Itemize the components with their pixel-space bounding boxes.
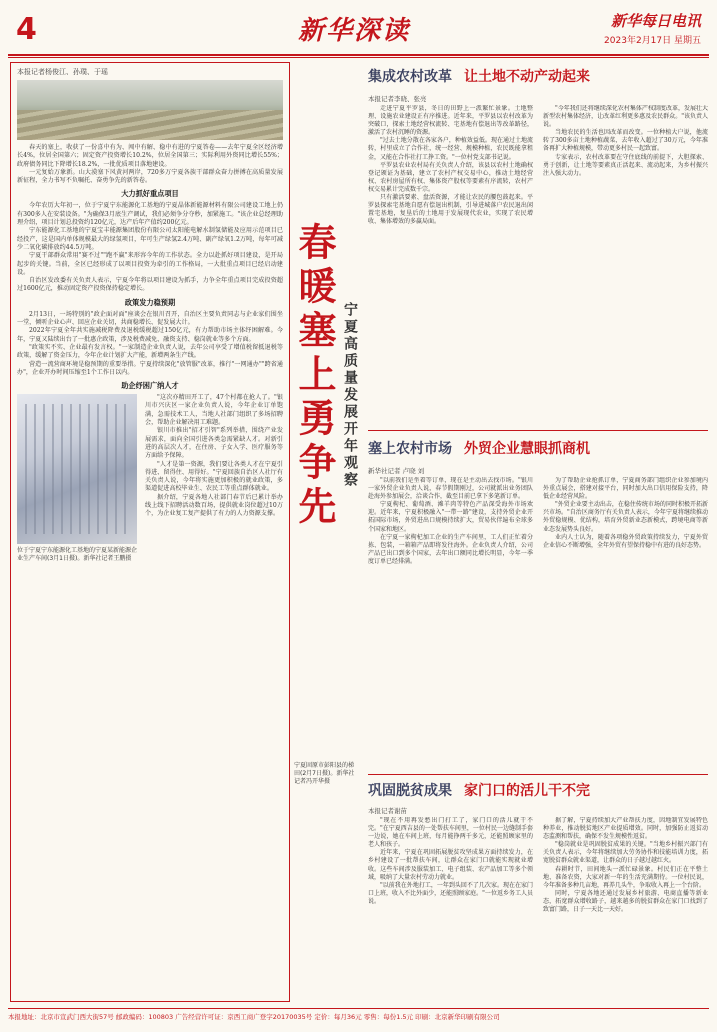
feature-paragraph: 营造一流营商环境是稳预期的重要举措。宁夏持续深化"放管服"改革，推行"一网通办""跨省通办"，企业开办时间压缩至1个工作日以内。 (17, 360, 283, 376)
feature-paragraph: "政策实不实、企业最有发言权。"一家制造企业负责人说，去年公司享受了增值税留抵退税等政策，缓解了资金压力，今年企业计划扩大产能，新增两条生产线。 (17, 343, 283, 360)
section-title: 新华深读 (298, 16, 411, 46)
feature-paragraph: 宁东能源化工基地的宁夏宝丰能源集团股份有限公司太阳能电解水制氢储能及应用示范项目已经投产，这是国内单体规模最大的绿氢项目，年可生产绿氢2.4万吨、副产绿氧1.2万吨，每年可减少二氧化碳排放约44.5万吨。 (17, 227, 283, 251)
feature-article (10, 62, 290, 1002)
article-heading-main: 塞上农村市场 (368, 441, 452, 457)
feature-subheading: 政策发力稳预期 (124, 297, 176, 307)
article-paragraph: 业内人士认为，随着各项稳外贸政策持续发力，宁夏外贸企业信心不断增强，全年外贸有望保持稳中有进的良好态势。 (543, 533, 708, 549)
feature-paragraph: "人才是第一资源，我们要让各类人才在宁夏引得进、留得住、用得好。"宁夏回族自治区人社厅有关负责人说，今年将实施更加积极的就业政策，多渠道促进高校毕业生、农民工等重点群体就业。 (145, 460, 283, 493)
article-byline: 本报记者谢苗 (368, 807, 407, 815)
feature-intro-paragraph: 一元复始万象新。山大漠塞下风黄河两岸，720多万宁夏各族干部群众奋力拼搏在高质量发展新征程，全力书写不负嘱托、奋勇争先的新答卷。 (17, 168, 283, 185)
article-paragraph: "现在不用再发愁出门打工了，家门口的活儿就干不完。"在宁夏西吉县的一处帮扶车间里，一位村民一边缝制手套一边说，她在车间上班，每月能挣两千多元，还能照顾家里的老人和孩子。 (368, 817, 533, 849)
feature-paragraph: 今年农历大年初一，位于宁夏宁东能源化工基地的宁夏晶体新能源材料有限公司建设工地上仍有300多人在安装设备。"为确保3月底生产调试，我们必须争分夺秒，加紧施工。"该企业总经理助理介绍，项目计划总投资约120亿元，达产后年产值约200亿元。 (17, 202, 283, 227)
article-heading-main: 巩固脱贫成果 (368, 783, 452, 799)
feature-headline-block (290, 62, 362, 1002)
article-paragraph: 走进宁夏平罗县，冬日的田野上一派繁忙景象。土地整理、设施农业建设正有序推进。近年来，平罗县以农村改革为突破口，探索土地经营权流转、宅基地有偿退出等改革路径，激活了农村沉睡的资源。 (368, 105, 533, 137)
article-paragraph: 专家表示，农村改革要在守住底线的前提下，大胆探索、勇于创新，让土地等要素真正活起来、流动起来，为乡村振兴注入强大动力。 (543, 153, 708, 177)
feature-paragraph: "这次亦精田开工了，47个村都在抢人了。"银川市兴庆区一家企业负责人说，今年企业订单饱满，急需技术工人，当地人社部门组织了多场招聘会，帮助企业解决用工难题。 (145, 394, 283, 427)
issue-date: 2023年2月17日 星期五 (604, 36, 701, 46)
feature-intro-paragraph: 春天的塞上，收获了一份喜中有为、闯中有解、稳中有进的宁夏答卷——去年宁夏全区经济增长4%，位居全国第六；固定资产投资增长10.2%，位居全国第三；实际利用外资同比增长55%；政府债务同比下降增长18.2%，一批优质项目落地建设。 (17, 144, 283, 168)
article-paragraph: "稳岗就业是巩固脱贫成果的关键。"当地乡村振兴部门有关负责人表示，今年将继续加大劳务协作和技能培训力度，拓宽脱贫群众就业渠道，让群众的日子越过越红火。 (543, 841, 708, 865)
factory-workshop-photo (17, 394, 137, 544)
article-paragraph: "过去土地分散在各家各户，种植效益低。现在通过土地流转，村里成立了合作社，统一经营、规模种植，农民既能拿租金，又能在合作社打工挣工资。"一位村党支部书记说。 (368, 137, 533, 161)
article-byline: 本报记者李晓、张亮 (368, 95, 427, 103)
article-paragraph: 宁夏枸杞、葡萄酒、滩羊肉等特色产品深受海外市场欢迎。近年来，宁夏积极融入"一带一路"建设，支持外贸企业开拓国际市场，外贸进出口规模持续扩大，贸易伙伴遍布全球多个国家和地区。 (368, 501, 533, 533)
feature-subheading: 大力抓好重点项目 (121, 189, 179, 199)
feature-paragraph: 宁夏干部群众常用"赛不过""跑不赢"来形容今年的工作状态。全力以赴抓好项目建设，是开局起步的关键。当前，全区已经形成了以项目投资为牵引的工作格局，一大批重点项目已经启动建设。 (17, 252, 283, 276)
page-footer: 本报地址：北京市宣武门西大街57号 邮政编码：100803 广告经营许可证：京西工商广登字20170035号 定价：每月36元 零售：每份1.5元 印刷：北京新华印刷有限公司 (8, 1008, 709, 1021)
feature-paragraph: 2022年宁夏全年共实施减税降费及退税缓税超过150亿元，有力帮助市场主体纾困解难。今年，宁夏又陆续出台了一批惠企政策，涉及税费减免、融资支持、稳岗就业等多个方面。 (17, 327, 283, 343)
article-paragraph: 同时，宁夏各地还通过发展乡村旅游、电商直播等新业态，拓宽群众增收路子，越来越多的脱贫群众在家门口找到了致富门路，日子一天比一天好。 (543, 889, 708, 914)
article-heading (368, 438, 590, 462)
article-paragraph: 春耕时节，田间地头一派忙碌景象。村民们正在平整土地、准备农资，大家对新一年的生活充满期待。一位村民说，今年准备多种几亩地，再养几头牛，争取收入再上一个台阶。 (543, 865, 708, 889)
feature-title: 春暖塞上勇争先 (292, 222, 337, 530)
article-paragraph: 为了帮助企业抢抓订单，宁夏商务部门组织企业参加境内外重点展会，搭建对接平台，同时加大出口信用保险支持，降低企业经营风险。 (543, 477, 708, 501)
masthead-rule-thin (8, 57, 709, 58)
article-divider (368, 430, 708, 431)
article-paragraph: "外贸企业要主动出击，在稳住传统市场的同时积极开拓新兴市场。"自治区商务厅有关负责人表示，今年宁夏将继续推动外贸稳规模、优结构，培育外贸新业态新模式，跨境电商等新业态发展势头良好。 (543, 501, 708, 533)
article-paragraph: 在宁夏一家枸杞加工企业的生产车间里，工人们正忙着分拣、包装，一箱箱产品即将发往海外。企业负责人介绍，公司产品已出口到多个国家，去年出口额同比增长明显，今年一季度订单已经排满。 (368, 533, 533, 565)
article-divider (368, 774, 708, 775)
article-paragraph: 平罗县农业农村局有关负责人介绍，该县以农村土地确权登记颁证为基础，建立了农村产权交易中心，推动土地经营权、农村房屋所有权、集体资产股权等要素有序流转，农村产权交易累计完成数千宗。 (368, 161, 533, 193)
article-heading-secondary: 让土地不动产动起来 (464, 69, 590, 85)
article-paragraph: 当地农民的生活也因改革而改变。一位种植大户说，他流转了300多亩土地种植蔬菜，去年收入超过了30万元，今年准备再扩大种植规模，带动更多村民一起致富。 (543, 129, 708, 153)
photo-caption: 宁夏固原市彭阳县的梯田(2月7日摄)。新华社记者冯开华摄 (294, 762, 355, 785)
article-foreign-trade (368, 466, 708, 766)
article-poverty-alleviation (368, 806, 708, 1002)
article-heading (368, 780, 590, 804)
article-heading-secondary: 外贸企业慧眼抓商机 (464, 441, 590, 457)
page-number: 4 (16, 12, 37, 47)
feature-byline: 本报记者杨俊江、孙璞、于瑶 (17, 68, 108, 76)
article-heading-main: 集成农村改革 (368, 69, 452, 85)
article-paragraph: 据了解，宁夏持续加大产业帮扶力度，因地制宜发展特色种养业，推动脱贫地区产业提质增效。同时，加强防止返贫动态监测和帮扶，确保不发生规模性返贫。 (543, 817, 708, 841)
feature-subtitle: 宁夏高质量发展开年观察 (342, 302, 358, 489)
terraced-fields-photo (17, 80, 283, 140)
feature-paragraph: 自治区发改委有关负责人表示，宁夏今年将以项目建设为抓手，力争全年重点项目完成投资超过1600亿元，推动固定资产投资保持稳定增长。 (17, 277, 283, 293)
feature-paragraph: 据介绍，宁夏各地人社部门春节后已累计举办线上线下招聘活动数百场，提供就业岗位超过10万个，为企业复工复产提供了有力的人力资源支撑。 (145, 493, 283, 518)
article-paragraph: 近年来，宁夏在巩固拓展脱贫攻坚成果方面持续发力，在乡村建设了一批帮扶车间，让群众在家门口就能实现就业增收。这些车间涉及服装加工、电子组装、农产品加工等多个领域，吸纳了大量农村劳动力就业。 (368, 849, 533, 881)
article-heading (368, 66, 590, 90)
feature-subheading: 助企纾困广纳人才 (121, 381, 179, 391)
article-paragraph: 只有激活要素、盘活资源，才能让农民的腰包鼓起来。平罗县探索宅基地自愿有偿退出机制，引导进城落户农民退出闲置宅基地，复垦后的土地用于发展现代农业，实现了农民增收、集体增效的多赢局面。 (368, 194, 533, 226)
article-land-reform (368, 94, 708, 422)
article-paragraph: "以前我在外地打工，一年到头回不了几次家。现在在家门口上班，收入不比外面少，还能照顾家庭。"一位返乡务工人员说。 (368, 881, 533, 905)
newspaper-brand: 新华每日电讯 (610, 12, 701, 30)
article-byline: 新华社记者 卢晓 刘 (368, 467, 425, 475)
photo-caption: 位于宁夏宁东能源化工基地的宁夏某新能源企业生产车间(3月1日摄)。新华社记者王鹏摄 (17, 547, 138, 563)
article-paragraph: "今年我们还将继续深化农村集体产权制度改革，发展壮大新型农村集体经济，让改革红利更多惠及农民群众。"该负责人说。 (543, 105, 708, 129)
masthead (0, 0, 717, 58)
article-paragraph: "以前我们是坐着等订单，现在是主动出去找市场。"银川一家外贸企业负责人说，春节假期刚过，公司就派出业务团队赴海外参加展会，洽谈合作，截至目前已拿下多笔新订单。 (368, 477, 533, 501)
article-heading-secondary: 家门口的活儿干不完 (464, 783, 590, 799)
feature-paragraph: 银川市推出"招才引智"系列举措，围绕产业发展需求，面向全国引进各类急需紧缺人才。对新引进的高层次人才，在住房、子女入学、医疗服务等方面给予保障。 (145, 427, 283, 460)
feature-paragraph: 2月13日，一场特别的"政企面对面"座谈会在银川召开，自治区主要负责同志与企业家们围坐一堂，倾听企业心声、回应企业关切，共商稳增长、促发展大计。 (17, 310, 283, 327)
masthead-rule (8, 54, 709, 56)
